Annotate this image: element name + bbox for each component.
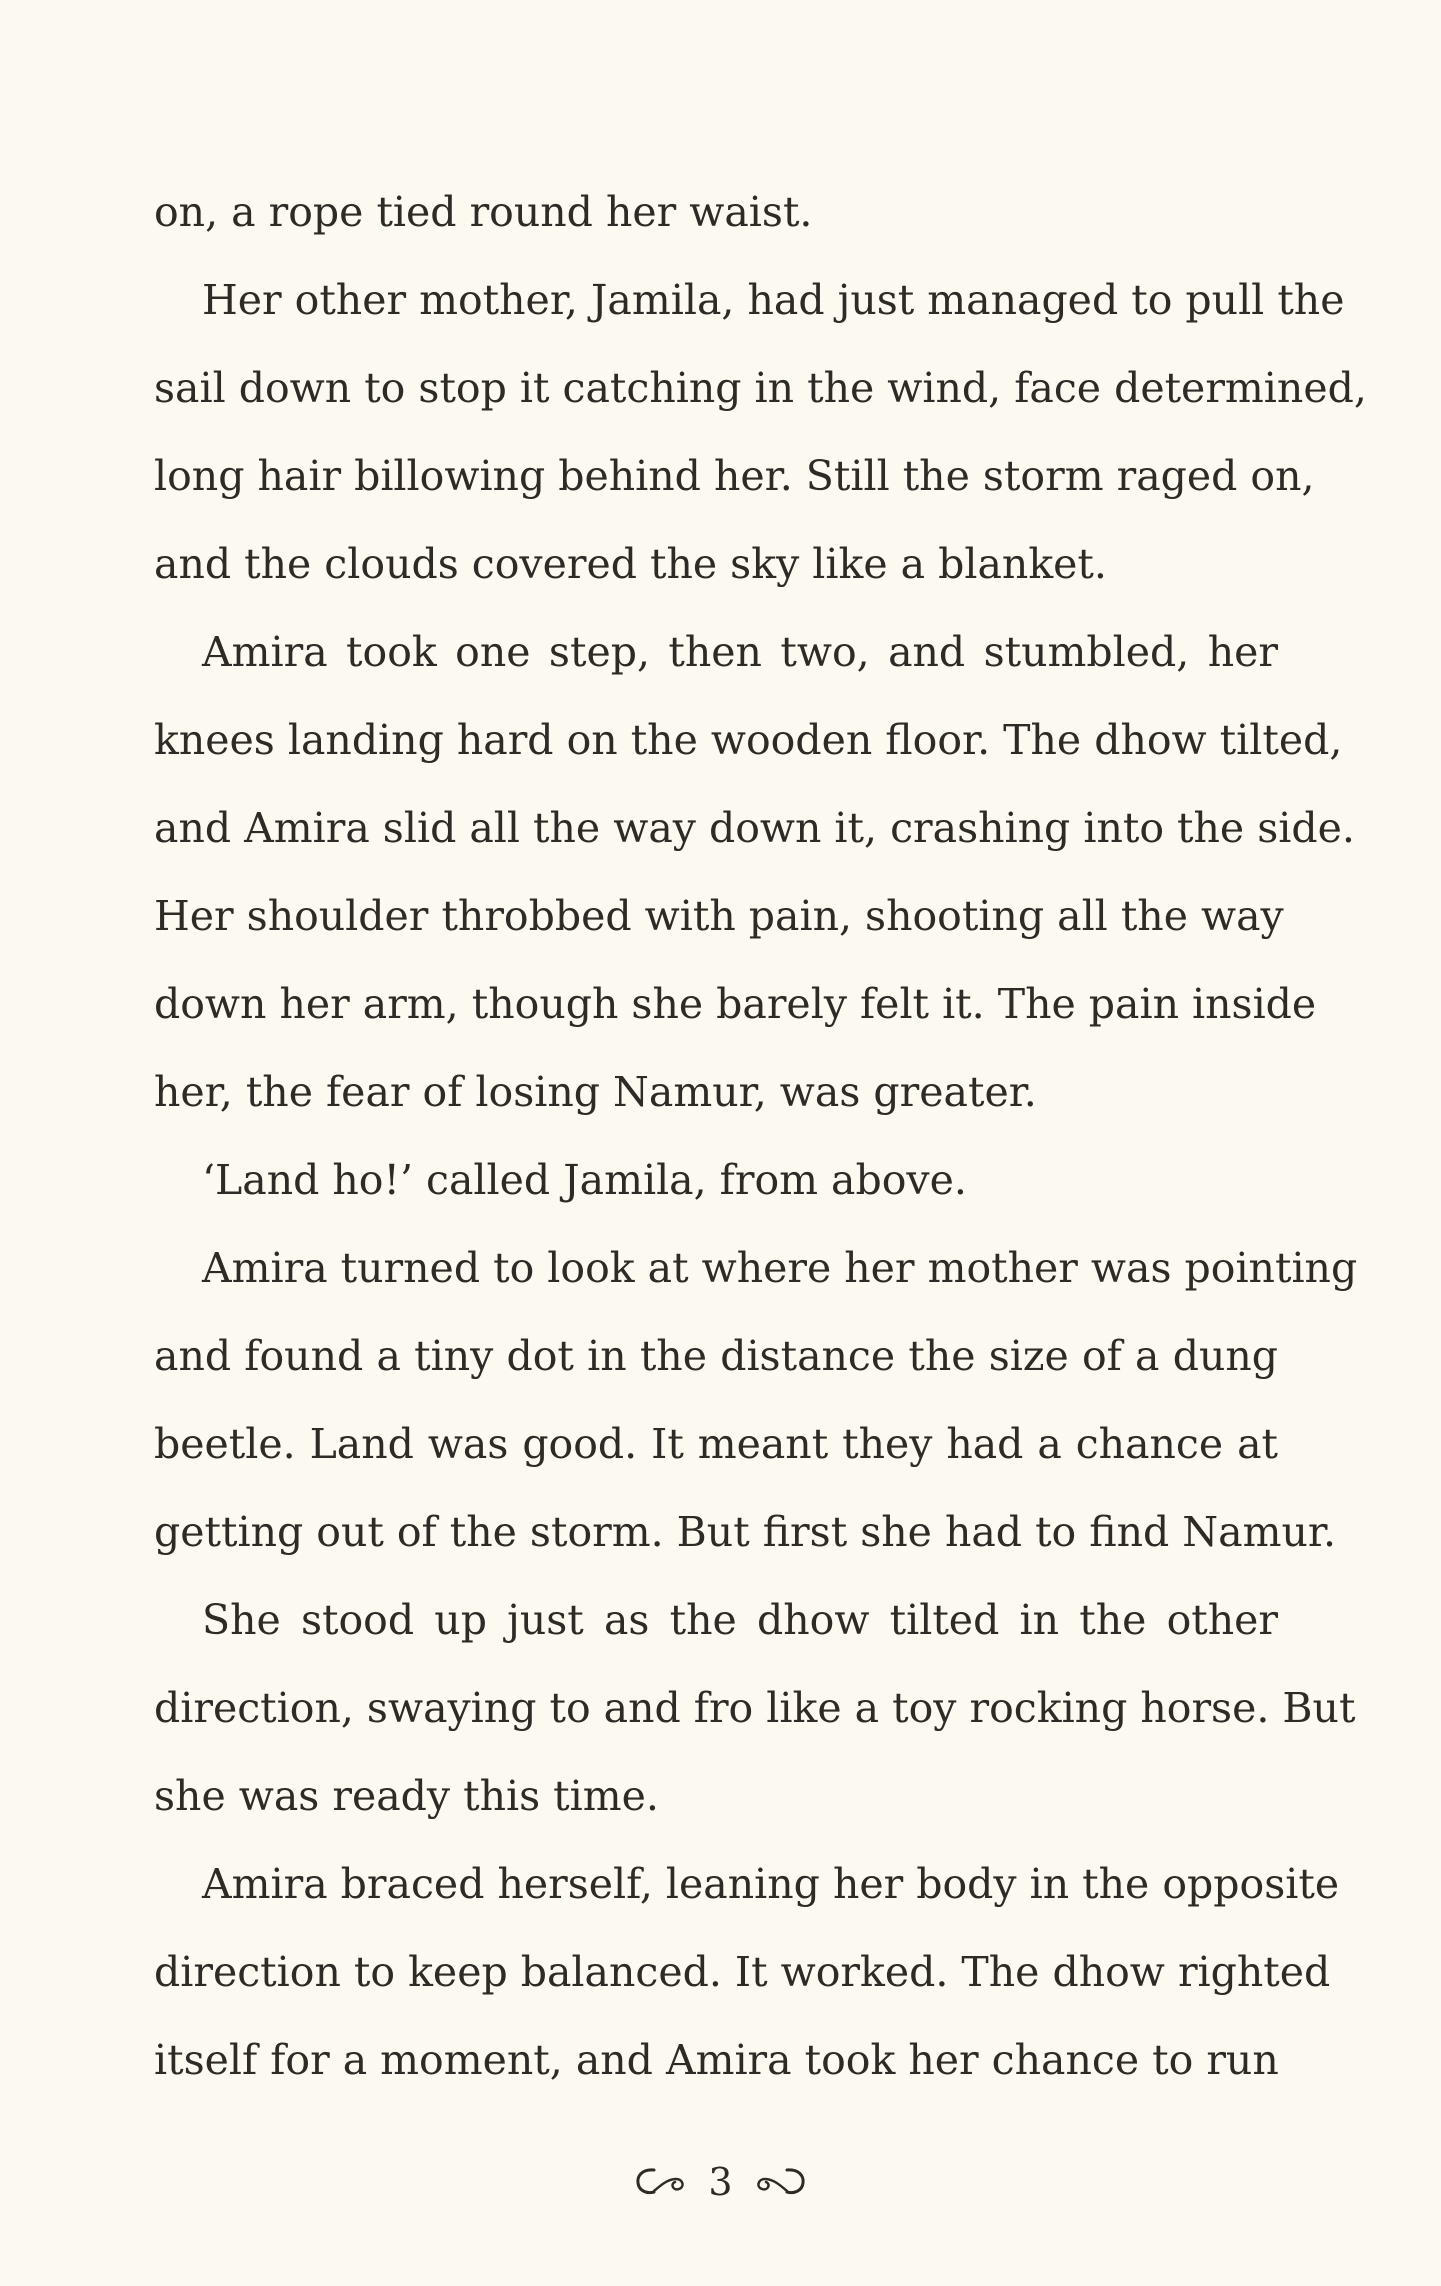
text-line: and found a tiny dot in the distance the size of a dung (154, 1332, 1278, 1380)
page-number-footer (0, 2148, 1441, 2212)
text-line: down her arm, though she barely felt it. The pain inside (154, 980, 1317, 1028)
left-flourish-icon (634, 2165, 688, 2199)
text-line: direction, swaying to and fro like a toy rocking horse. But (154, 1684, 1356, 1732)
text-line: direction to keep balanced. It worked. The dhow righted (154, 1948, 1331, 1996)
text-line: Amira took one step, then two, and stumbled, her (202, 628, 1278, 676)
text-line: Amira braced herself, leaning her body in the opposite (202, 1860, 1340, 1908)
right-flourish-icon (753, 2165, 807, 2199)
text-line: she was ready this time. (154, 1772, 659, 1820)
text-line: Her shoulder throbbed with pain, shooting all the way (154, 892, 1284, 940)
text-line: long hair billowing behind her. Still the storm raged on, (154, 452, 1315, 500)
text-line: on, a rope tied round her waist. (154, 188, 813, 236)
text-line: and the clouds covered the sky like a blanket. (154, 540, 1107, 588)
page-number: 3 (708, 2159, 733, 2204)
text-line: and Amira slid all the way down it, crashing into the side. (154, 804, 1355, 852)
text-line: getting out of the storm. But first she had to find Namur. (154, 1508, 1337, 1556)
text-line: sail down to stop it catching in the wind, face determined, (154, 364, 1367, 412)
body-text (154, 168, 1367, 2104)
text-line: itself for a moment, and Amira took her chance to run (154, 2036, 1279, 2084)
text-line: knees landing hard on the wooden floor. The dhow tilted, (154, 716, 1343, 764)
text-line: her, the fear of losing Namur, was greater. (154, 1068, 1037, 1116)
text-line: beetle. Land was good. It meant they had a chance at (154, 1420, 1278, 1468)
text-line: ‘Land ho!’ called Jamila, from above. (202, 1156, 967, 1204)
text-line: Amira turned to look at where her mother was pointing (202, 1244, 1358, 1292)
text-line: She stood up just as the dhow tilted in the other (202, 1596, 1278, 1644)
text-line: Her other mother, Jamila, had just managed to pull the (202, 276, 1345, 324)
